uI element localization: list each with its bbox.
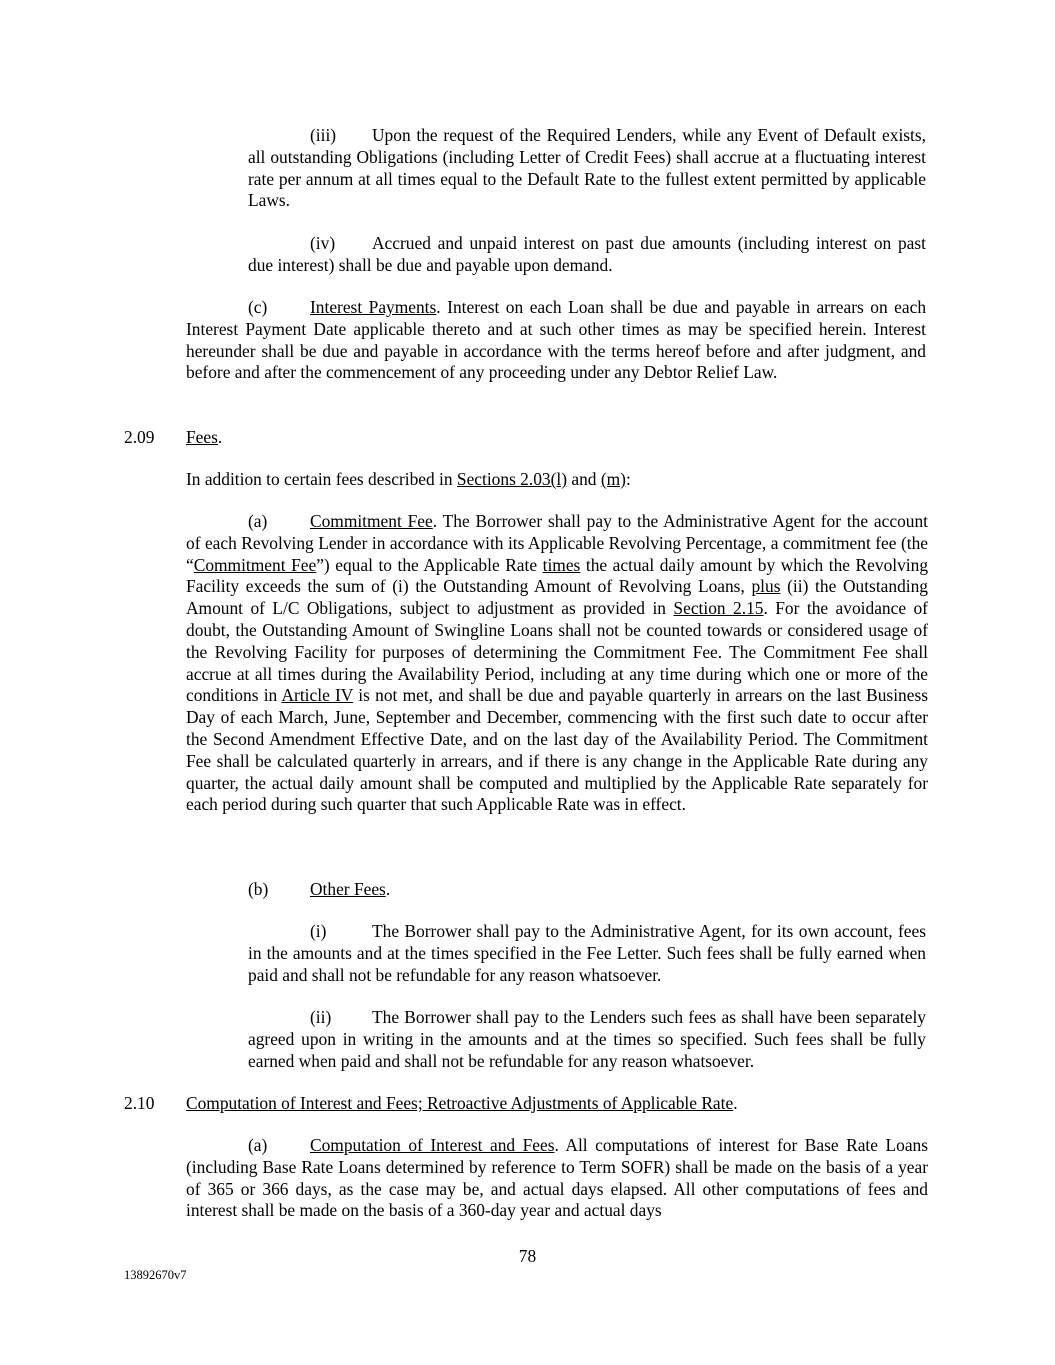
- paragraph-iv: [248, 233, 926, 277]
- article-reference: Article IV: [281, 685, 354, 706]
- section-number: 2.09: [124, 427, 155, 447]
- section-title-text: Computation of Interest and Fees; Retroactive Adjustments of Applicable Rate: [186, 1093, 734, 1113]
- fees-intro-ref2: (m): [600, 469, 626, 489]
- fees-intro-pre: In addition to certain fees described in: [186, 469, 457, 489]
- paragraph-label: (b): [248, 879, 269, 899]
- commitment-fee-text-6: is not met, and shall be due and payable quarterly in arrears on the last Business Day of each March, June, September and December, commencing with the first such date to occur after the Second Amendment Effective Date, and on the last day of the Availability Period. The Commitment Fee shall be calculated quarterly in arrears, and if there is any change in the Applicable Rate during any quarter, the actual daily amount shall be computed and multiplied by the Applicable Rate separately for each period during such quarter that such Applicable Rate was in effect.: [186, 685, 928, 815]
- paragraph-label: (i): [310, 921, 327, 941]
- paragraph-label: (c): [248, 297, 268, 317]
- section-reference: Section 2.15: [673, 598, 764, 619]
- document-id: 13892670v7: [124, 1268, 187, 1282]
- paragraph-2-10-a: [186, 1135, 928, 1222]
- plus-term: plus: [751, 576, 781, 597]
- commitment-fee-text-5: . For the avoidance of doubt, the Outstanding Amount of Swingline Loans shall not be counted towards or considered usage of the Revolving Facility for purposes of determining the Commitment Fee. The Commitment Fee shall accrue at all times during the Availability Period, including at any time during which one or more of the conditions in: [186, 598, 928, 706]
- commitment-fee-text-4: (ii) the Outstanding Amount of L/C Obligations, subject to adjustment as provided in: [186, 576, 928, 619]
- paragraph-b-ii: [248, 1007, 926, 1072]
- section-number: 2.10: [124, 1093, 155, 1113]
- paragraph-label: (a): [248, 1135, 268, 1155]
- paragraph-b-i: [248, 921, 926, 986]
- paragraph-label: (ii): [310, 1007, 332, 1027]
- fees-intro-ref1: Sections 2.03(l): [456, 469, 568, 489]
- paragraph-text: Upon the request of the Required Lenders, while any Event of Default exists, all outstanding Obligations (including Letter of Credit Fees) shall accrue at a fluctuating interest rate per annum at all times equal to the Default Rate to the fullest extent permitted by applicable Laws.: [248, 125, 926, 211]
- paragraph-a-commitment-fee: [186, 511, 928, 816]
- commitment-fee-text-3: the actual daily amount by which the Revolving Facility exceeds the sum of (i) the Outstanding Amount of Revolving Loans,: [186, 554, 929, 597]
- paragraph-text: The Borrower shall pay to the Lenders such fees as shall have been separately agreed upon in writing in the amounts and at the times so specified. Such fees shall be fully earned when paid and shall not be refundable for any reason whatsoever.: [248, 1007, 926, 1071]
- commitment-fee-text-1: . The Borrower shall pay to the Administrative Agent for the account of each Revolving Lender in accordance with its Applicable Revolving Percentage, a commitment fee (the “: [186, 511, 928, 575]
- paragraph-text: The Borrower shall pay to the Administrative Agent, for its own account, fees in the amounts and at the times specified in the Fee Letter. Such fees shall be fully earned when paid and shall not be refundable for any reason whatsoever.: [248, 921, 926, 985]
- commitment-fee-text-2: ”) equal to the Applicable Rate: [316, 554, 543, 575]
- paragraph-label: (iv): [310, 233, 336, 253]
- paragraph-text: . Interest on each Loan shall be due and payable in arrears on each Interest Payment Date applicable thereto and at such other times as may be specified herein. Interest hereunder shall be due and payable in accordance with the terms hereof before and after judgment, and before and after the commencement of any proceeding under any Debtor Relief Law.: [186, 297, 927, 383]
- section-title: [186, 1093, 738, 1115]
- section-title: [186, 427, 222, 449]
- paragraph-b-other-fees: [248, 879, 390, 901]
- paragraph-text: Accrued and unpaid interest on past due amounts (including interest on past due interest) shall be due and payable upon demand.: [248, 233, 926, 275]
- times-term: times: [542, 554, 581, 575]
- section-title-text: Fees: [186, 427, 218, 447]
- paragraph-text: . All computations of interest for Base Rate Loans (including Base Rate Loans determined by reference to Term SOFR) shall be made on the basis of a year of 365 or 366 days, as the case may be, and actual days elapsed. All other computations of fees and interest shall be made on the basis of a 360-day year and actual days: [186, 1135, 928, 1221]
- defined-term: Commitment Fee: [193, 554, 317, 575]
- paragraph-heading: Commitment Fee: [310, 511, 433, 531]
- paragraph-label: (a): [248, 511, 268, 531]
- paragraph-label: (iii): [310, 125, 337, 145]
- section-title-suffix: .: [217, 427, 223, 447]
- paragraph-iii: [248, 125, 926, 212]
- paragraph-heading: Other Fees: [310, 879, 386, 899]
- section-title-suffix: .: [733, 1093, 738, 1113]
- fees-intro-post: :: [625, 469, 631, 489]
- fees-intro: [186, 469, 631, 491]
- paragraph-heading: Interest Payments: [310, 297, 437, 317]
- page-number: 78: [518, 1246, 537, 1266]
- paragraph-c-interest-payments: [186, 297, 926, 384]
- paragraph-heading: Computation of Interest and Fees: [310, 1135, 555, 1155]
- paragraph-heading-suffix: .: [385, 879, 391, 899]
- fees-intro-mid: and: [567, 469, 601, 489]
